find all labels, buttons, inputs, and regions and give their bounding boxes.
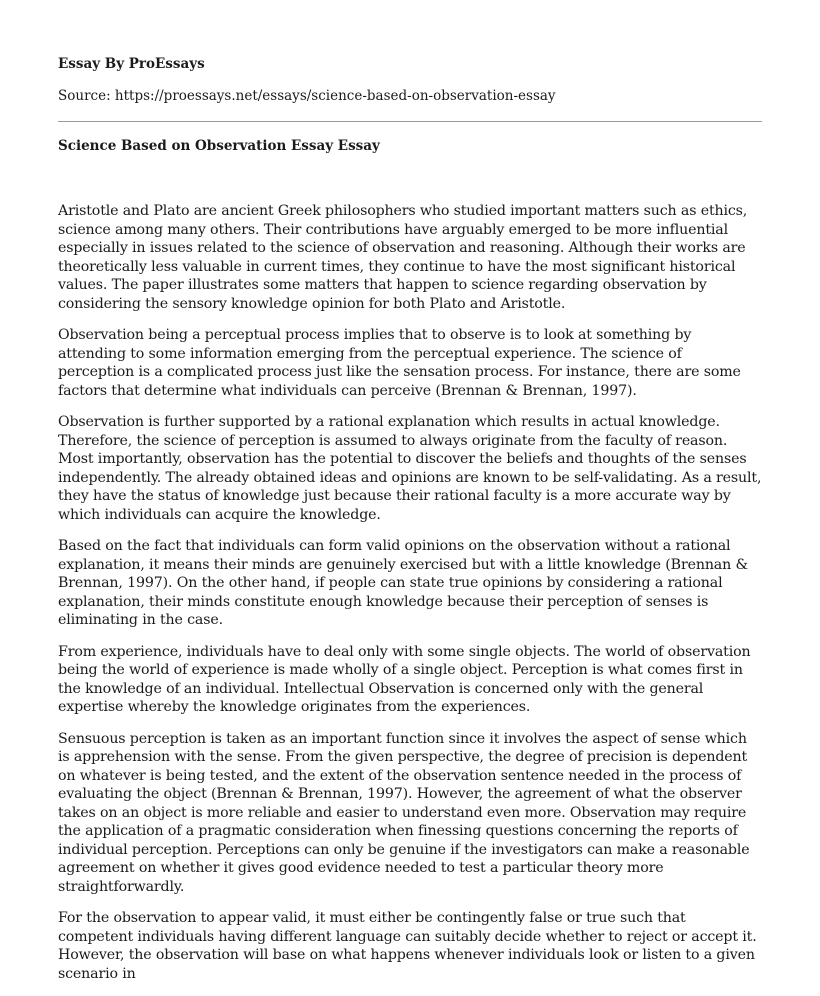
essay-page bbox=[58, 0, 762, 996]
paragraph: Sensuous perception is taken as an important function since it involves the aspect of sense which is apprehension with the sense. From the given perspective, the degree of precision is dependent on whatever is being tested, and the extent of the observation sentence needed in the process of evaluating the object (Brennan & Brennan, 1997). However, the agreement of what the observer takes on an object is more reliable and easier to understand even more. Observation may require the application of a pragmatic consideration when finessing questions concerning the reports of individual perception. Perceptions can only be genuine if the investigators can make a reasonable agreement on whether it gives good evidence needed to test a particular theory more straightforwardly. bbox=[58, 730, 750, 895]
paragraph: Based on the fact that individuals can form valid opinions on the observation without a rational explanation, it means their minds are genuinely exercised but with a little knowledge (Brennan & Brennan, 1997). On the other hand, if people can state true opinions by considering a rational explanation, their minds constitute enough knowledge because their perception of senses is eliminating in the case. bbox=[58, 538, 748, 628]
paragraph: For the observation to appear valid, it must either be contingently false or true such that competent individuals having different language can suitably decide whether to reject or accept it. However, the observation will base on what happens whenever individuals look or listen to a given scenario in bbox=[58, 910, 757, 982]
essay-author-line: Essay By ProEssays bbox=[58, 56, 205, 72]
paragraph: Observation being a perceptual process implies that to observe is to look at something by attending to some information emerging from the perceptual experience. The science of perception is a complicated process just like the sensation process. For instance, there are some factors that determine what individuals can perceive (Brennan & Brennan, 1997). bbox=[58, 327, 741, 399]
paragraph: From experience, individuals have to deal only with some single objects. The world of observation being the world of experience is made wholly of a single object. Perception is what comes first in the knowledge of an individual. Intellectual Observation is concerned only with the general expertise whereby the knowledge originates from the experiences. bbox=[58, 643, 751, 715]
essay-source-line: Source: https://proessays.net/essays/science-based-on-observation-essay bbox=[58, 88, 556, 104]
paragraph: Aristotle and Plato are ancient Greek philosophers who studied important matters such as ethics, science among many others. Their contributions have arguably emerged to be more influential especially in issues related to the science of observation and reasoning. Although their works are theoretically less valuable in current times, they continue to have the most significant historical values. The paper illustrates some matters that happen to science regarding observation by considering the sensory knowledge opinion for both Plato and Aristotle. bbox=[58, 203, 748, 312]
essay-title: Science Based on Observation Essay Essay bbox=[58, 138, 380, 154]
paragraph: Observation is further supported by a rational explanation which results in actual knowledge. Therefore, the science of perception is assumed to always originate from the faculty of reason. Most importantly, observation has the potential to discover the beliefs and thoughts of the senses independently. The already obtained ideas and opinions are known to be self-validating. As a result, they have the status of knowledge just because their rational faculty is a more accurate way by which individuals can acquire the knowledge. bbox=[58, 414, 762, 523]
essay-body bbox=[58, 202, 762, 983]
header-divider bbox=[58, 121, 762, 122]
